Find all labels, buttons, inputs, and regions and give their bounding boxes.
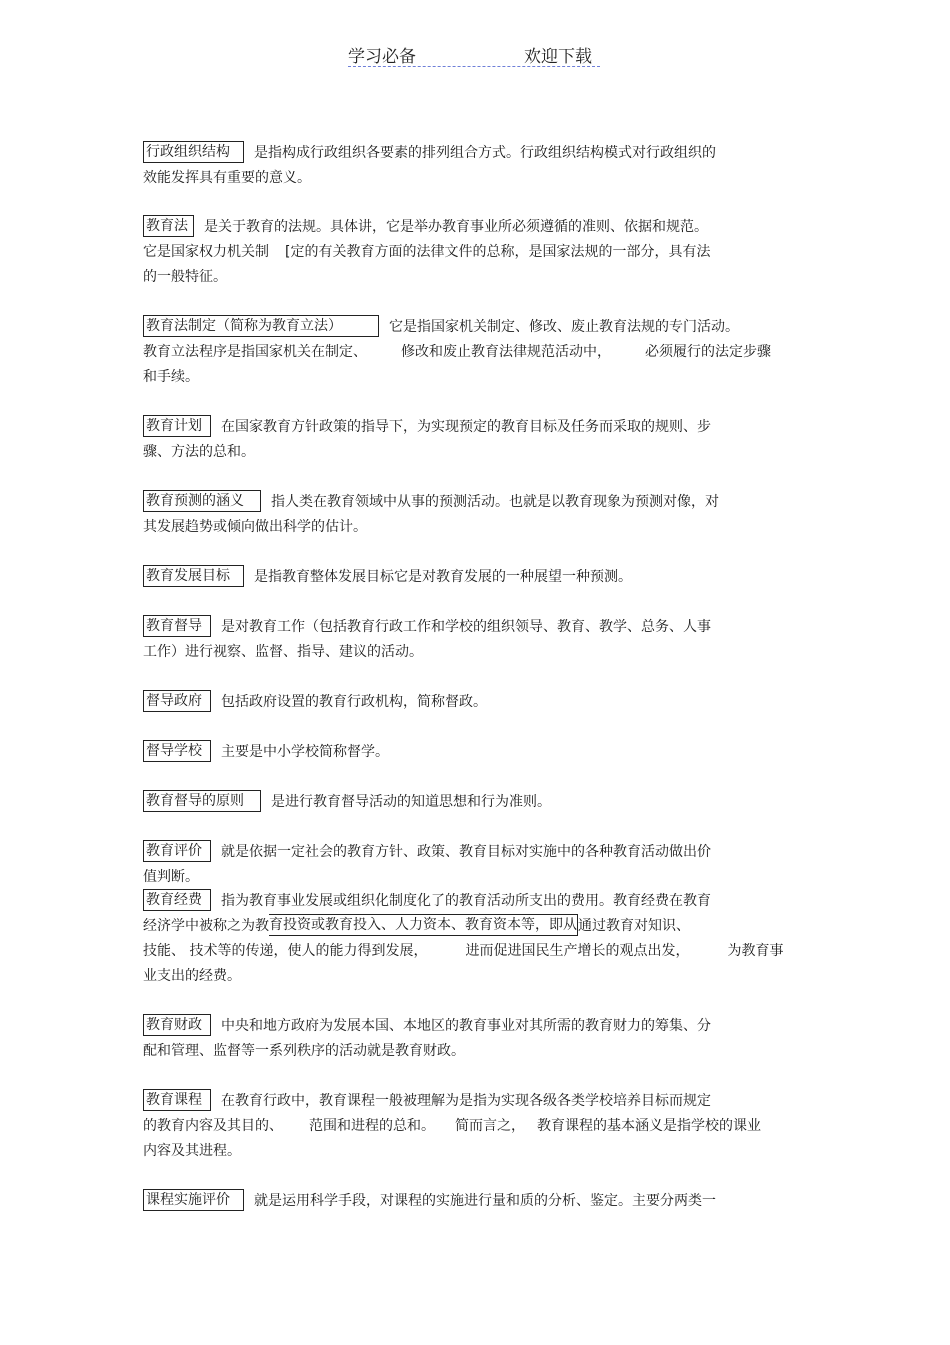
- definition-text: 和手续。: [143, 369, 199, 385]
- entry-education-funding: [143, 889, 783, 989]
- entry-education-curriculum: [143, 1089, 761, 1164]
- definition-text: 其发展趋势或倾向做出科学的估计。: [143, 519, 367, 535]
- term-box: 督导政府: [143, 690, 211, 712]
- term-box: 教育法制定（简称为教育立法）: [143, 315, 379, 337]
- definition-text: 指为教育事业发展或组织化制度化了的教育活动所支出的费用。教育经费在教育: [221, 893, 711, 909]
- term-box: 课程实施评价: [143, 1189, 244, 1211]
- entry-supervise-school: [143, 740, 389, 765]
- definition-text: 技能、 技术等的传递，使人的能力得到发展，: [143, 943, 428, 959]
- definition-text: 骤、方法的总和。: [143, 444, 255, 460]
- term-box: 行政组织结构: [143, 141, 244, 163]
- definition-text: 是进行教育督导活动的知道思想和行为准则。: [271, 794, 551, 810]
- definition-text: 效能发挥具有重要的意义。: [143, 170, 311, 186]
- definition-text: 在教育行政中，教育课程一般被理解为是指为实现各级各类学校培养目标而规定: [221, 1093, 711, 1109]
- definition-text: 简而言之，: [455, 1118, 525, 1134]
- definition-text: 包括政府设置的教育行政机构，简称督政。: [221, 694, 487, 710]
- entry-education-plan: [143, 415, 711, 465]
- definition-text: 教育课程的基本涵义是指学校的课业: [537, 1118, 761, 1134]
- term-box: 教育督导的原则: [143, 790, 261, 812]
- term-box: 教育发展目标: [143, 565, 244, 587]
- definition-text: [定的有关教育方面的法律文件的总称，是国家法规的一部分，具有法: [285, 244, 711, 260]
- term-box: 教育财政: [143, 1014, 211, 1036]
- definition-text: 的一般特征。: [143, 269, 227, 285]
- term-box: 教育计划: [143, 415, 211, 437]
- definition-text: 是关于教育的法规。具体讲，它是举办教育事业所必须遵循的准则、依据和规范。: [204, 219, 708, 235]
- definition-text: 范围和进程的总和。: [309, 1118, 435, 1134]
- definition-text: 的教育内容及其目的、: [143, 1118, 283, 1134]
- header-right-text: 欢迎下载: [524, 47, 592, 67]
- entry-education-law: [143, 215, 710, 290]
- term-box: 教育评价: [143, 840, 211, 862]
- entry-curriculum-evaluation: [143, 1189, 716, 1214]
- term-box: 教育经费: [143, 889, 211, 911]
- entry-supervise-government: [143, 690, 487, 715]
- term-box: 教育课程: [143, 1089, 211, 1111]
- entry-administrative-structure: [143, 141, 716, 191]
- definition-text: 是对教育工作（包括教育行政工作和学校的组织领导、教育、教学、总务、人事: [221, 619, 711, 635]
- definition-text: 经济学中被称之为教: [143, 918, 269, 934]
- header-left-text: 学习必备: [348, 47, 416, 67]
- term-box: 教育法: [143, 215, 194, 237]
- definition-text: 它是指国家机关制定、修改、废止教育法规的专门活动。: [389, 319, 739, 335]
- entry-supervision-principle: [143, 790, 551, 815]
- definition-text: 业支出的经费。: [143, 968, 241, 984]
- entry-education-finance: [143, 1014, 711, 1064]
- definition-text: 为教育事: [727, 943, 784, 959]
- definition-text: 中央和地方政府为发展本国、本地区的教育事业对其所需的教育财力的筹集、分: [221, 1018, 711, 1034]
- definition-text: 内容及其进程。: [143, 1143, 241, 1159]
- definition-text: 值判断。: [143, 869, 199, 885]
- entry-development-goal: [143, 565, 632, 590]
- definition-text: 进而促进国民生产增长的观点出发，: [465, 943, 690, 959]
- definition-text: 主要是中小学校简称督学。: [221, 744, 389, 760]
- entry-education-forecast: [143, 490, 719, 540]
- page-header: [348, 40, 600, 67]
- definition-text: 在国家教育方针政策的指导下，为实现预定的教育目标及任务而采取的规则、步: [221, 419, 711, 435]
- definition-text: 是指教育整体发展目标它是对教育发展的一种展望一种预测。: [254, 569, 632, 585]
- entry-education-evaluation: [143, 840, 711, 890]
- entry-education-supervision: [143, 615, 711, 665]
- definition-text: 修改和废止教育法律规范活动中，: [401, 344, 611, 360]
- definition-text: 是指构成行政组织各要素的排列组合方式。行政组织结构模式对行政组织的: [254, 145, 716, 161]
- definition-text: 它是国家权力机关制: [143, 244, 269, 260]
- definition-text: 指人类在教育领域中从事的预测活动。也就是以教育现象为预测对像，对: [271, 494, 719, 510]
- entry-education-legislation: [143, 315, 771, 390]
- term-box: 督导学校: [143, 740, 211, 762]
- definition-text: 通过教育对知识、: [578, 918, 690, 934]
- term-box: 教育预测的涵义: [143, 490, 261, 512]
- definition-text: 就是依据一定社会的教育方针、政策、教育目标对实施中的各种教育活动做出价: [221, 844, 711, 860]
- definition-text: 就是运用科学手段，对课程的实施进行量和质的分析、鉴定。主要分两类一: [254, 1193, 716, 1209]
- term-box: 教育督导: [143, 615, 211, 637]
- boxed-phrase: 育投资或教育投入、人力资本、教育资本等，即从: [269, 914, 578, 936]
- definition-text: 工作）进行视察、监督、指导、建议的活动。: [143, 644, 423, 660]
- definition-text: 配和管理、监督等一系列秩序的活动就是教育财政。: [143, 1043, 465, 1059]
- definition-text: 必须履行的法定步骤: [645, 344, 771, 360]
- definition-text: 教育立法程序是指国家机关在制定、: [143, 344, 367, 360]
